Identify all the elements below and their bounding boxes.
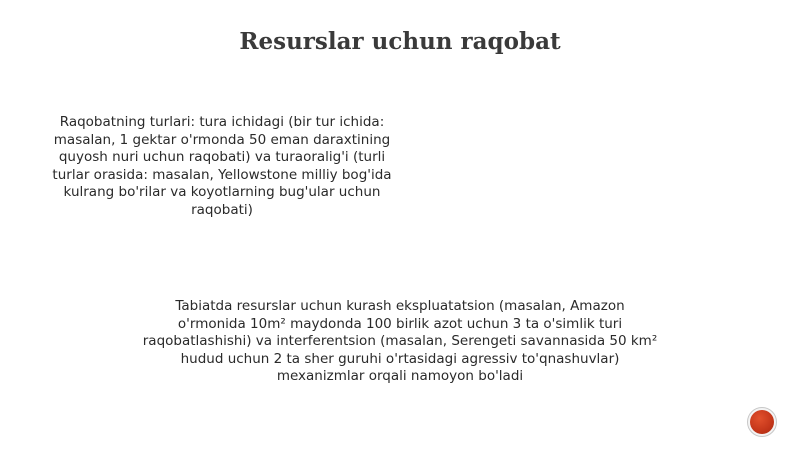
next-slide-circle-icon — [750, 410, 774, 434]
competition-types-paragraph: Raqobatning turlari: tura ichidagi (bir tur ichida: masalan, 1 gektar o'rmonda 50 eman daraxtining quyosh nuri uchun raqobati) va turaoralig'i (turli turlar orasida: masalan, Yellowstone milliy bog'ida kulrang bo'rilar va koyotlarning bug'ular uchun raqobati) — [52, 114, 392, 218]
next-slide-button[interactable] — [747, 407, 777, 437]
slide-title: Resurslar uchun raqobat — [239, 28, 561, 55]
competition-mechanisms-paragraph: Tabiatda resurslar uchun kurash ekspluatatsion (masalan, Amazon o'rmonida 10m² maydonda 100 birlik azot uchun 3 ta o'simlik turi raqobatlashishi) va interferentsion (masalan, Serengeti savannasida 50 km² hudud uchun 2 ta sher guruhi o'rtasidagi agressiv to'qnashuvlar) mexanizmlar orqali namoyon bo'ladi — [142, 298, 658, 384]
